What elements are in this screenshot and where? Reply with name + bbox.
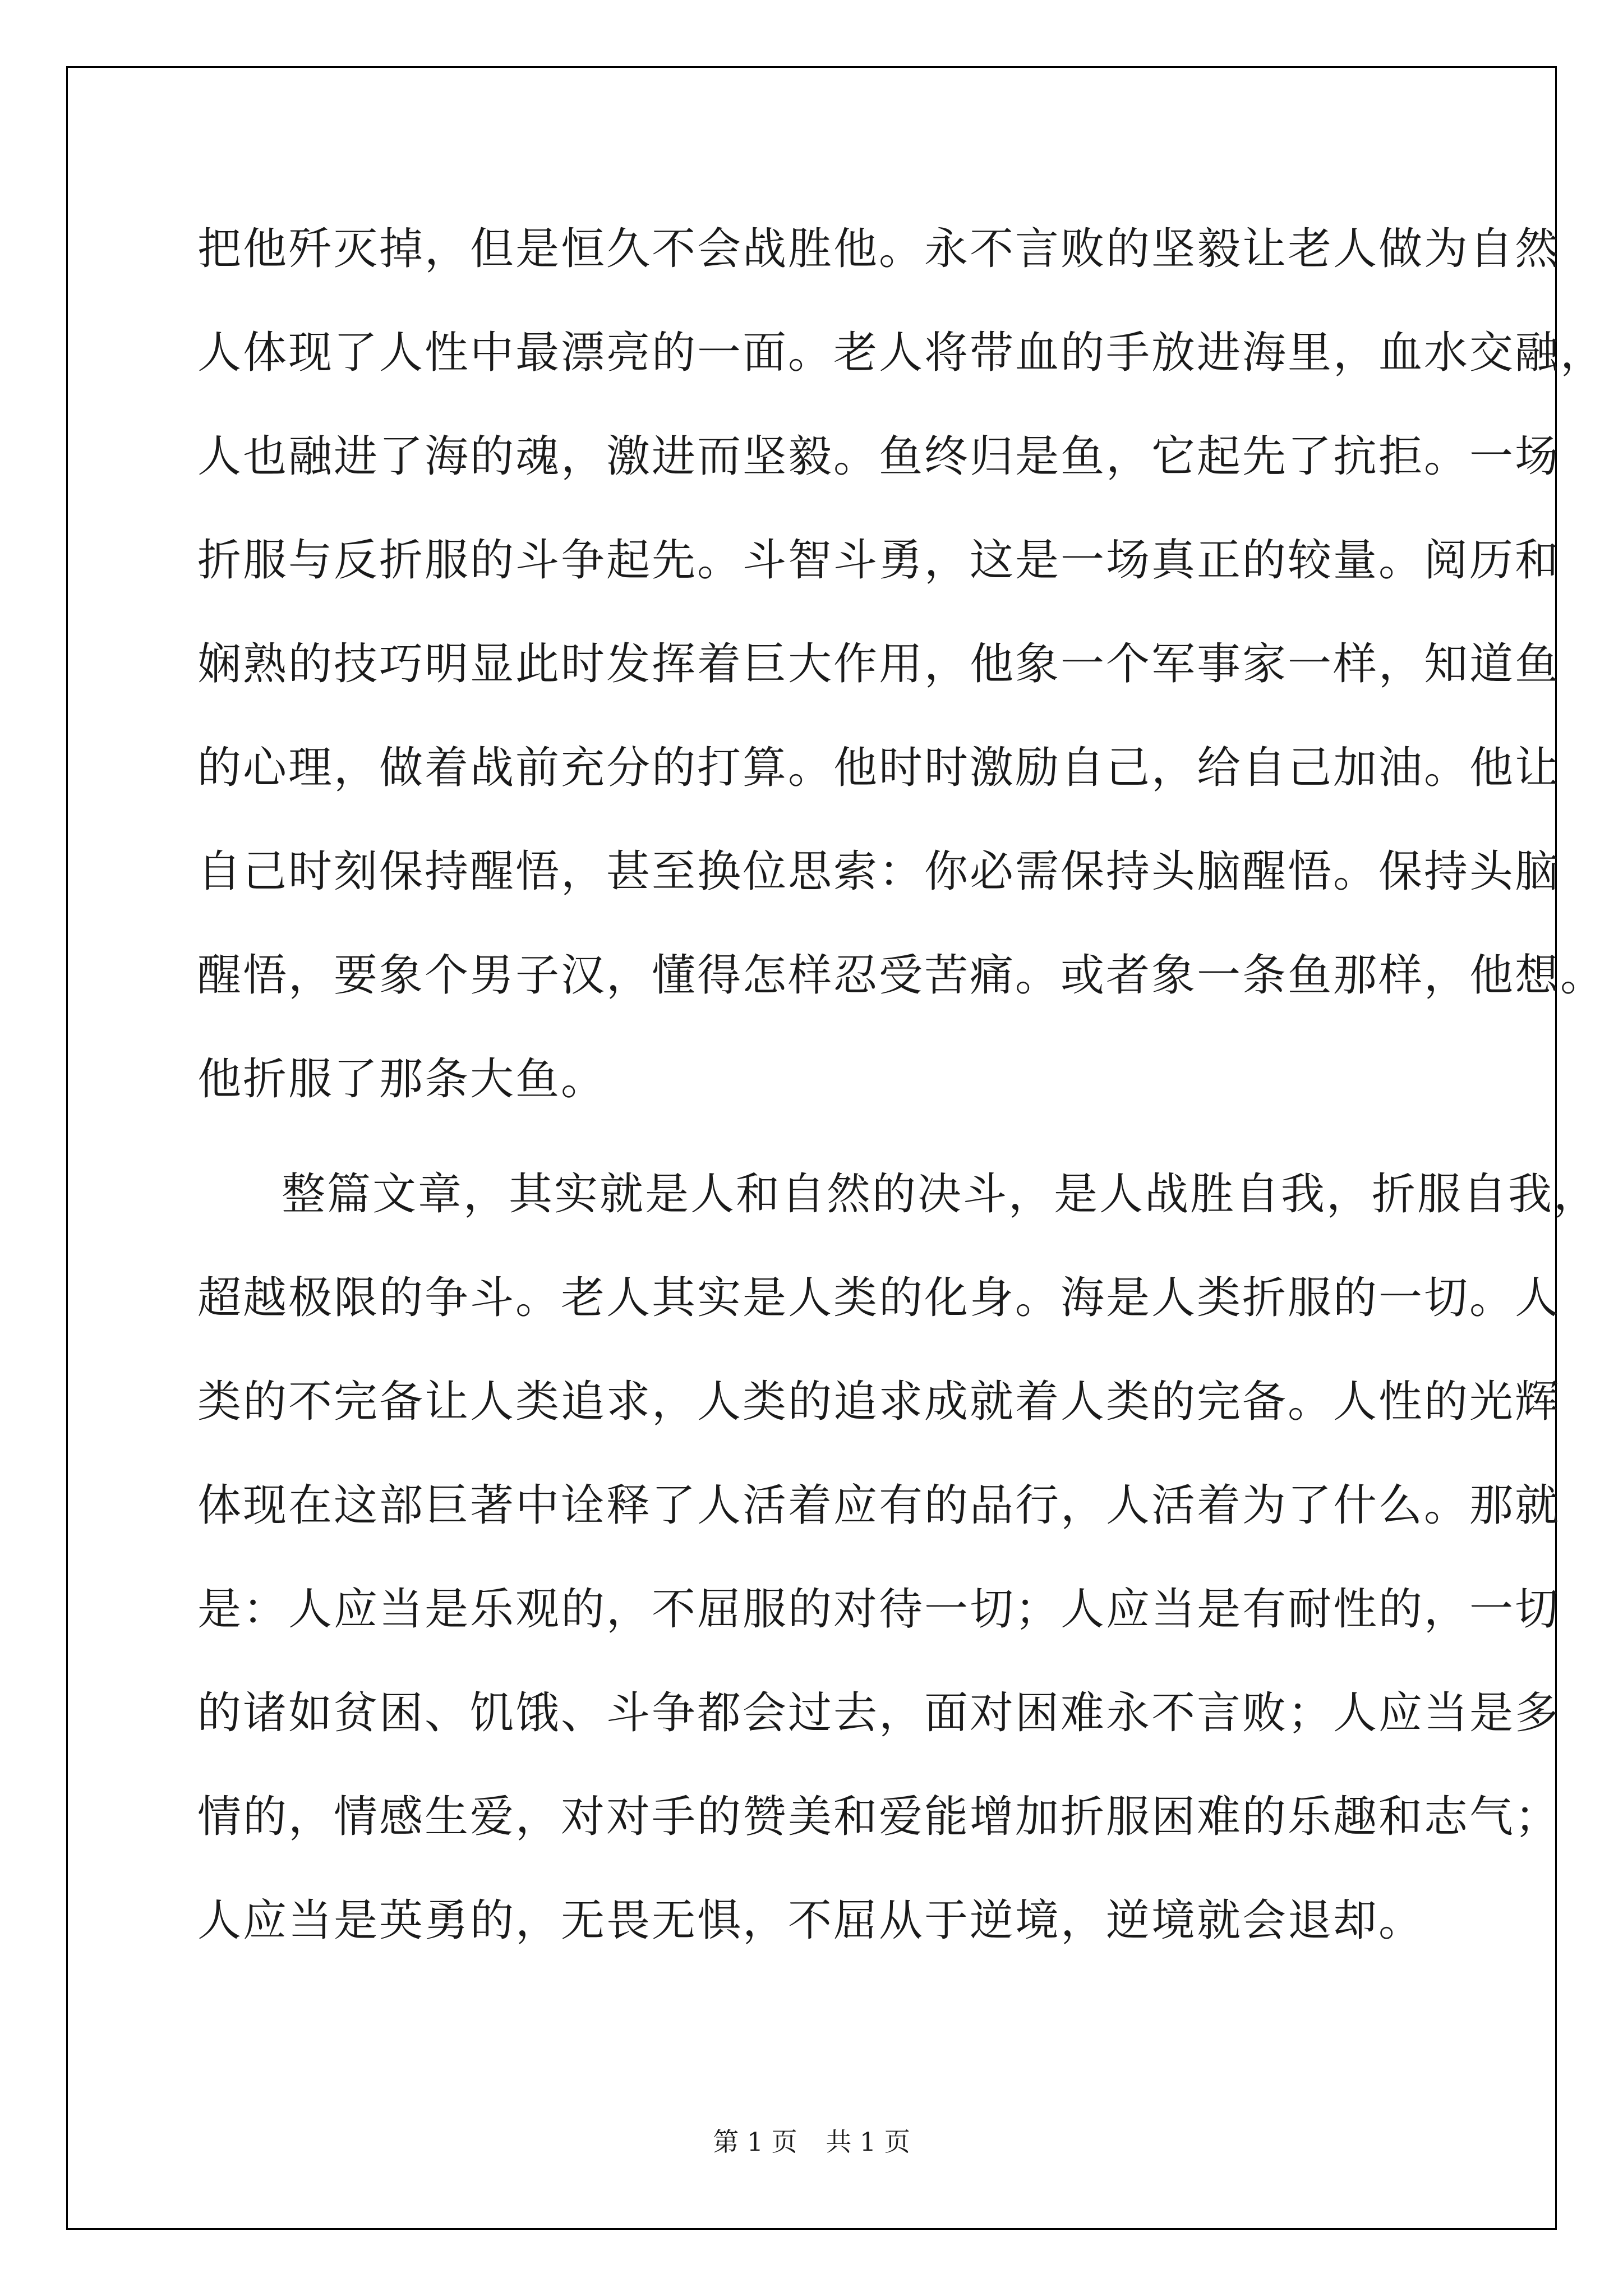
- text-line: 体现在这部巨著中诠释了人活着应有的品行，人活着为了什么。那就: [197, 1480, 1561, 1531]
- text-line: 自己时刻保持醒悟，甚至换位思索：你必需保持头脑醒悟。保持头脑: [197, 846, 1561, 897]
- text-line: 情的，情感生爱，对对手的赞美和爱能增加折服困难的乐趣和志气；: [197, 1792, 1561, 1842]
- text-line: 人也融进了海的魂，激进而坚毅。鱼终归是鱼，它起先了抗拒。一场: [197, 431, 1561, 482]
- text-line: 的诸如贫困、饥饿、斗争都会过去，面对困难永不言败；人应当是多: [197, 1688, 1561, 1738]
- text-line: 超越极限的争斗。老人其实是人类的化身。海是人类折服的一切。人: [197, 1273, 1561, 1323]
- text-line: 把他歼灭掉，但是恒久不会战胜他。永不言败的坚毅让老人做为自然: [197, 224, 1561, 274]
- text-line: 是：人应当是乐观的，不屈服的对待一切；人应当是有耐性的，一切: [197, 1584, 1561, 1635]
- text-line: 人应当是英勇的，无畏无惧，不屈从于逆境，逆境就会退却。: [197, 1895, 1424, 1946]
- text-line: 折服与反折服的斗争起先。斗智斗勇，这是一场真正的较量。阅历和: [197, 535, 1561, 586]
- text-line: 醒悟，要象个男子汉，懂得怎样忍受苦痛。或者象一条鱼那样，他想。: [197, 950, 1606, 1001]
- page-footer: [0, 2129, 1623, 2155]
- text-line: 他折服了那条大鱼。: [197, 1054, 607, 1105]
- text-line: 类的不完备让人类追求，人类的追求成就着人类的完备。人性的光辉: [197, 1377, 1561, 1427]
- page-number: 第 1 页: [713, 2127, 797, 2157]
- text-line: 的心理，做着战前充分的打算。他时时激励自己，给自己加油。他让: [197, 743, 1561, 793]
- text-line: 娴熟的技巧明显此时发挥着巨大作用，他象一个军事家一样，知道鱼: [197, 639, 1561, 689]
- paragraph-first-line: 整篇文章，其实就是人和自然的决斗，是人战胜自我，折服自我，: [282, 1169, 1599, 1220]
- text-line: 人体现了人性中最漂亮的一面。老人将带血的手放进海里，血水交融，: [197, 328, 1606, 378]
- page-total: 共 1 页: [826, 2127, 910, 2157]
